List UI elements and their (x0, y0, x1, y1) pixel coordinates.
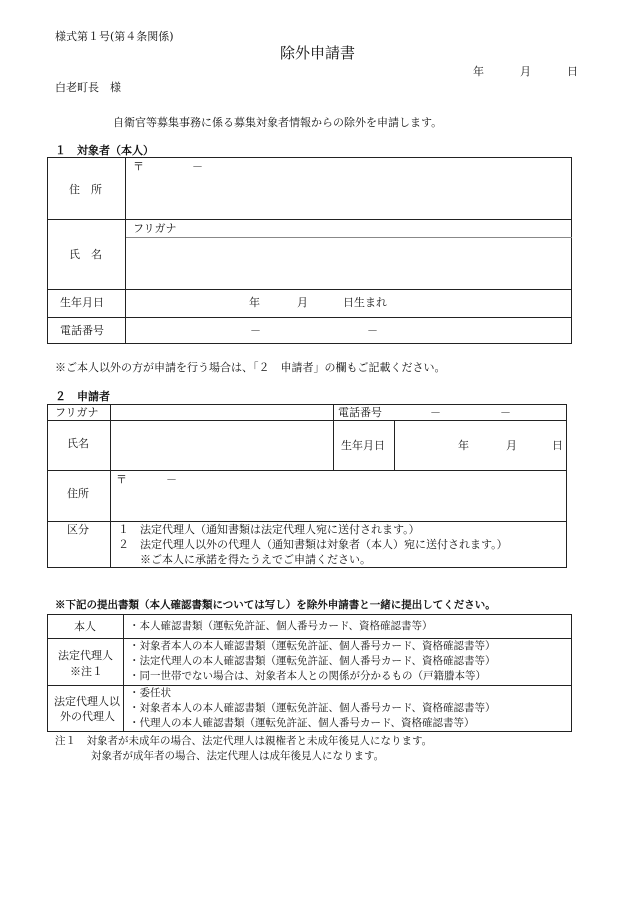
addressee: 白老町長 様 (55, 81, 121, 94)
applicant-postal-mark-icon: 〒 (116, 473, 127, 486)
applicant-birth-day: 日 (552, 439, 563, 452)
page-title: 除外申請書 (280, 44, 356, 62)
phone-input-area[interactable] (127, 319, 570, 342)
doc-row-label: 法定代理人以 (54, 695, 120, 708)
applicant-phone-dash-2: － (500, 406, 511, 419)
birth-day-suffix: 日生まれ (343, 296, 387, 309)
date-year-label: 年 (473, 65, 484, 78)
birth-date-label: 生年月日 (60, 296, 104, 309)
intro-text: 自衛官等募集事務に係る募集対象者情報からの除外を申請します。 (113, 116, 443, 129)
phone-dash-2: － (367, 324, 378, 337)
applicant-birth-month: 月 (506, 439, 517, 452)
birth-month-label: 月 (297, 296, 308, 309)
doc-row-item: ・委任状 (129, 687, 171, 699)
doc-row-label: 本人 (74, 620, 96, 633)
doc-row-label-note: ※注１ (70, 665, 103, 678)
postal-dash: － (192, 160, 203, 173)
form-number: 様式第１号(第４条関係) (55, 30, 174, 43)
date-day-label: 日 (567, 65, 578, 78)
doc-row-item: ・対象者本人の本人確認書類（運転免許証、個人番号カード、資格確認書等） (129, 640, 496, 652)
section2-heading: ２ 申請者 (55, 390, 110, 403)
doc-row-item: ・同一世帯でない場合は、対象者本人との関係が分かるもの（戸籍謄本等） (129, 670, 486, 682)
name-label: 氏 名 (69, 248, 102, 261)
doc-row-item: ・対象者本人の本人確認書類（運転免許証、個人番号カード、資格確認書等） (129, 702, 496, 714)
phone-label: 電話番号 (60, 324, 104, 337)
applicant-phone-label: 電話番号 (338, 406, 382, 419)
applicant-name-input-area[interactable] (112, 422, 332, 469)
applicant-name-label: 氏名 (67, 437, 89, 450)
footnote-line-2: 対象者が成年者の場合、法定代理人は成年後見人になります。 (91, 750, 385, 762)
applicant-birth-label: 生年月日 (341, 439, 385, 452)
documents-heading: ※下記の提出書類（本人確認書類については写し）を除外申請書と一緒に提出してください。 (55, 599, 496, 611)
applicant-phone-input-area[interactable] (390, 406, 565, 419)
applicant-phone-dash-1: － (430, 406, 441, 419)
applicant-furigana-label: フリガナ (55, 406, 99, 419)
applicant-note: ※ご本人以外の方が申請を行う場合は、「２ 申請者」の欄もご記載ください。 (55, 361, 446, 374)
category-option-legal-rep[interactable]: １ 法定代理人（通知書類は法定代理人宛に送付されます。） (118, 523, 420, 536)
footnote-line-1: 注１ 対象者が未成年の場合、法定代理人は親権者と未成年後見人になります。 (55, 735, 433, 747)
applicant-birth-year: 年 (458, 439, 469, 452)
birth-year-label: 年 (249, 296, 260, 309)
address-label: 住 所 (69, 183, 102, 196)
category-option-other-agent[interactable]: ２ 法定代理人以外の代理人（通知書類は対象者（本人）宛に送付されます。） (118, 538, 508, 551)
postal-mark-icon: 〒 (133, 160, 144, 173)
furigana-input-area[interactable] (185, 221, 570, 236)
applicant-address-label: 住所 (67, 487, 89, 500)
doc-row-label: 外の代理人 (60, 710, 115, 723)
phone-dash-1: － (250, 324, 261, 337)
applicant-category-label: 区分 (67, 523, 89, 536)
applicant-postal-dash: － (166, 473, 177, 486)
section1-heading: １ 対象者（本人） (55, 144, 154, 157)
doc-row-item: ・法定代理人の本人確認書類（運転免許証、個人番号カード、資格確認書等） (129, 655, 496, 667)
date-month-label: 月 (520, 65, 531, 78)
name-input-area[interactable] (127, 239, 570, 288)
category-option-note: ※ご本人に承諾を得たうえでご申請ください。 (140, 553, 371, 566)
doc-row-item: ・本人確認書類（運転免許証、個人番号カード、資格確認書等） (129, 620, 433, 632)
applicant-address-input-area[interactable] (112, 486, 565, 520)
doc-row-label: 法定代理人 (58, 649, 113, 662)
furigana-label: フリガナ (133, 222, 177, 235)
applicant-furigana-input-area[interactable] (112, 406, 332, 419)
address-input-area[interactable] (127, 175, 570, 217)
doc-row-item: ・代理人の本人確認書類（運転免許証、個人番号カード、資格確認書等） (129, 717, 475, 729)
